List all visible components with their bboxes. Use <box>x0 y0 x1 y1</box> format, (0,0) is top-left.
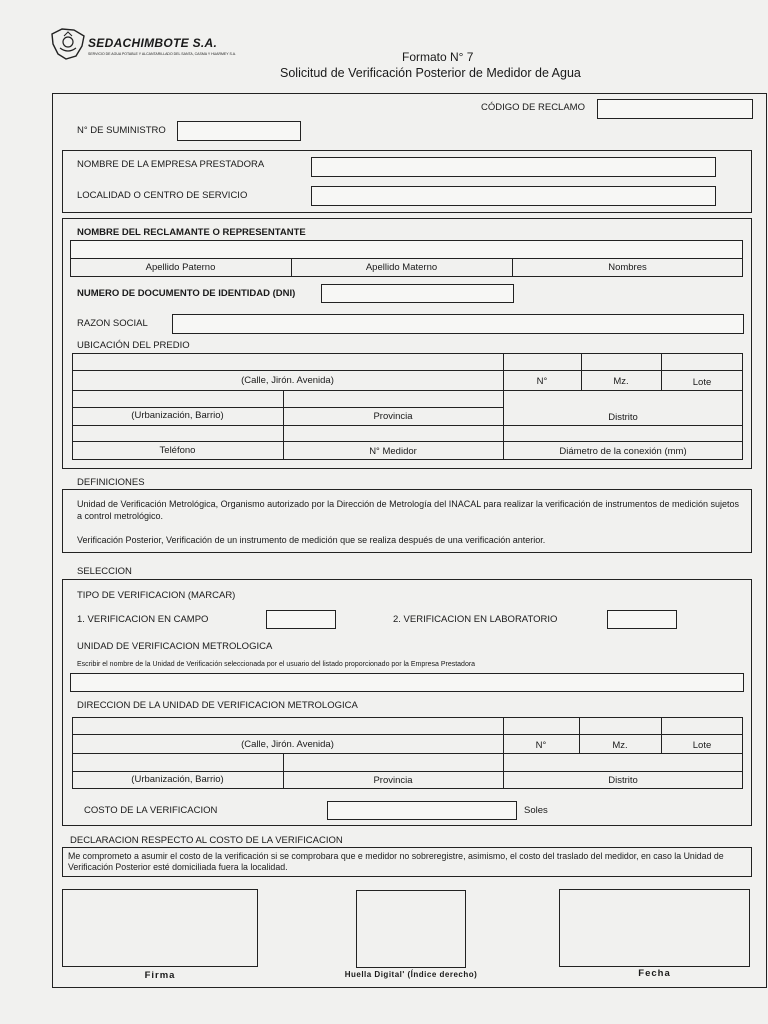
fecha-label: Fecha <box>638 968 671 979</box>
dir-h1 <box>72 734 743 735</box>
company-name: SEDACHIMBOTE S.A. <box>88 36 218 50</box>
localidad-label: LOCALIDAD O CENTRO DE SERVICIO <box>77 190 248 201</box>
soles-label: Soles <box>524 805 548 816</box>
firma-label: Firma <box>144 970 176 981</box>
declaracion-heading: DECLARACION RESPECTO AL COSTO DE LA VERIFICACION <box>70 835 343 846</box>
unidad-input[interactable] <box>70 673 744 692</box>
tipo-label: TIPO DE VERIFICACION (MARCAR) <box>77 590 236 601</box>
unidad-label: UNIDAD DE VERIFICACION METROLOGICA <box>77 641 273 652</box>
localidad-input[interactable] <box>311 186 716 206</box>
calle-label: (Calle, Jirón. Avenida) <box>241 375 334 386</box>
dir-h3 <box>72 771 743 772</box>
fecha-box[interactable] <box>559 889 750 967</box>
page-title: Solicitud de Verificación Posterior de Medidor de Agua <box>280 66 581 80</box>
costo-label: COSTO DE LA VERIFICACION <box>84 805 218 816</box>
direccion-label: DIRECCION DE LA UNIDAD DE VERIFICACION METROLOGICA <box>77 700 358 711</box>
unidad-note: Escribir el nombre de la Unidad de Verificación seleccionada por el usuario del listado proporcionado por la Empresa Prestadora <box>77 661 476 668</box>
provincia-label: Provincia <box>373 411 413 422</box>
ubicacion-label: UBICACIÓN DEL PREDIO <box>77 340 190 351</box>
suministro-label: N° DE SUMINISTRO <box>77 125 166 136</box>
codigo-reclamo-label: CÓDIGO DE RECLAMO <box>481 102 585 113</box>
telefono-label: Teléfono <box>159 445 196 456</box>
firma-box[interactable] <box>62 889 258 967</box>
dir-mz-label: Mz. <box>612 740 628 751</box>
urbanizacion-label: (Urbanización, Barrio) <box>131 410 224 421</box>
definiciones-heading: DEFINICIONES <box>77 477 145 488</box>
campo-label: 1. VERIFICACION EN CAMPO <box>77 614 209 625</box>
definiciones-p1: Unidad de Verificación Metrológica, Organismo autorizado por la Dirección de Metrología del INACAL para realizar la verificación de instrumentos de medición sujetos a control metrológico. <box>77 499 739 521</box>
dir-provincia-label: Provincia <box>373 775 413 786</box>
dir-urbanizacion-label: (Urbanización, Barrio) <box>131 774 224 785</box>
ubic-h1 <box>72 370 743 371</box>
empresa-label: NOMBRE DE LA EMPRESA PRESTADORA <box>77 159 265 170</box>
seleccion-heading: SELECCION <box>77 566 132 577</box>
logo-icon <box>48 26 88 62</box>
ubic-h4 <box>72 425 743 426</box>
ubic-h3 <box>72 407 503 408</box>
huella-box[interactable] <box>356 890 466 968</box>
laboratorio-checkbox[interactable] <box>607 610 677 629</box>
company-subtitle: SERVICIO DE AGUA POTABLE Y ALCANTARILLADO DEL SANTA, CASMA Y HUARMEY S.A. <box>88 52 237 56</box>
reclamante-heading: NOMBRE DEL RECLAMANTE O REPRESENTANTE <box>77 227 306 238</box>
dir-lote-label: Lote <box>692 740 712 751</box>
razon-social-input[interactable] <box>172 314 744 334</box>
nombre-table-divider <box>70 258 743 259</box>
diametro-label: Diámetro de la conexión (mm) <box>559 446 687 457</box>
lote-label: Lote <box>692 377 712 388</box>
declaracion-text: Me comprometo a asumir el costo de la verificación si se comprobara que e medidor no sobreregistre, asimismo, el costo del traslado del medidor, en caso la Unidad de Verificación Posterior esté domiciliada fuera la localidad. <box>68 851 724 872</box>
format-number: Formato N° 7 <box>402 50 474 64</box>
dir-numero-label: N° <box>535 740 547 751</box>
nombres-label: Nombres <box>608 262 647 273</box>
company-logo <box>48 26 88 62</box>
apellido-paterno-label: Apellido Paterno <box>145 262 216 273</box>
costo-input[interactable] <box>327 801 517 820</box>
huella-label: Huella Digital' (Índice derecho) <box>344 970 478 979</box>
apellido-materno-label: Apellido Materno <box>365 262 438 273</box>
dir-calle-label: (Calle, Jirón. Avenida) <box>241 739 334 750</box>
ubic-h5 <box>72 441 743 442</box>
distrito-label: Distrito <box>608 412 638 423</box>
suministro-input[interactable] <box>177 121 301 141</box>
empresa-input[interactable] <box>311 157 716 177</box>
numero-label: N° <box>536 376 548 387</box>
razon-social-label: RAZON SOCIAL <box>77 318 148 329</box>
medidor-label: N° Medidor <box>369 446 417 457</box>
definiciones-p2: Verificación Posterior, Verificación de un instrumento de medición que se realiza después de una verificación anterior. <box>77 535 546 545</box>
ubic-h2 <box>72 390 743 391</box>
mz-label: Mz. <box>613 376 629 387</box>
dir-h2 <box>72 753 743 754</box>
dni-label: NUMERO DE DOCUMENTO DE IDENTIDAD (DNI) <box>77 288 296 299</box>
dni-input[interactable] <box>321 284 514 303</box>
laboratorio-label: 2. VERIFICACION EN LABORATORIO <box>393 614 558 625</box>
campo-checkbox[interactable] <box>266 610 336 629</box>
codigo-reclamo-input[interactable] <box>597 99 753 119</box>
dir-distrito-label: Distrito <box>608 775 638 786</box>
nombre-input[interactable] <box>71 241 742 258</box>
